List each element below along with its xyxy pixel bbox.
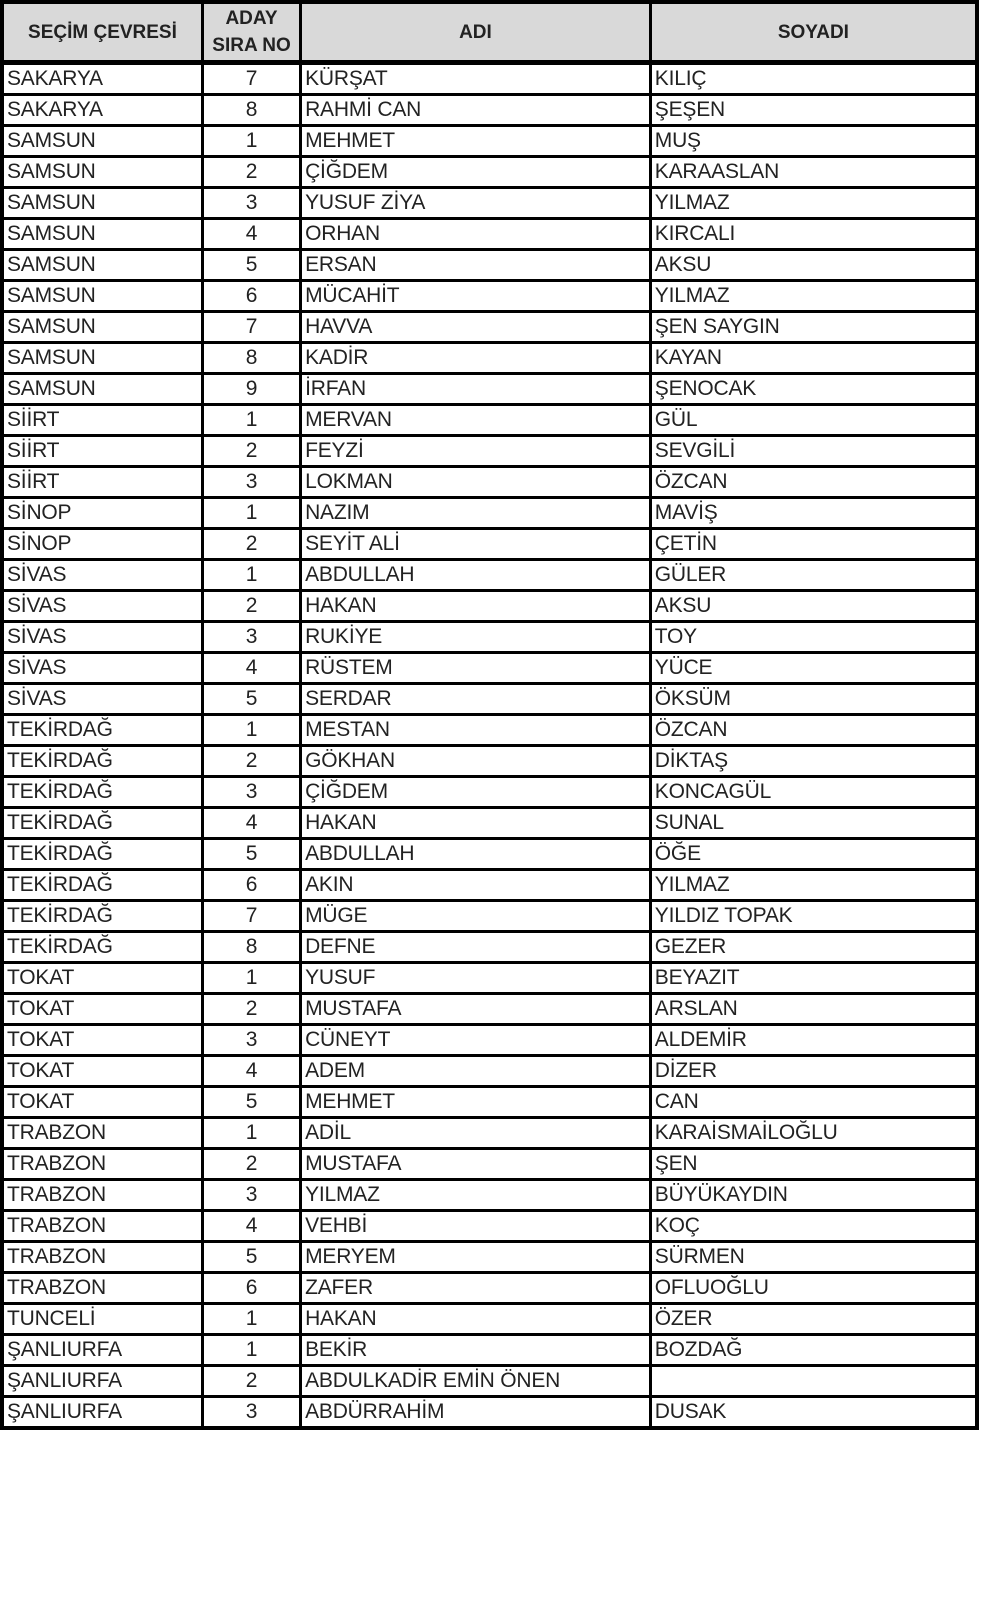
header-order-line2: SIRA NO [212, 35, 291, 56]
cell-name: ABDULLAH [301, 839, 651, 870]
cell-name: RÜSTEM [301, 653, 651, 684]
cell-district: SİİRT [2, 436, 202, 467]
cell-name: FEYZİ [301, 436, 651, 467]
table-row [2, 901, 977, 932]
cell-surname: GÜL [650, 405, 977, 436]
table-row [2, 963, 977, 994]
table-row [2, 63, 977, 95]
table-row [2, 1056, 977, 1087]
table-row [2, 498, 977, 529]
cell-surname: BOZDAĞ [650, 1335, 977, 1366]
header-row [2, 2, 977, 63]
cell-district: TEKİRDAĞ [2, 870, 202, 901]
cell-district: ŞANLIURFA [2, 1366, 202, 1397]
cell-district: TRABZON [2, 1180, 202, 1211]
table-row [2, 1118, 977, 1149]
cell-order: 2 [202, 436, 300, 467]
cell-order: 5 [202, 1242, 300, 1273]
cell-district: TEKİRDAĞ [2, 932, 202, 963]
cell-surname: BEYAZIT [650, 963, 977, 994]
cell-surname: KILIÇ [650, 63, 977, 95]
cell-surname: KOÇ [650, 1211, 977, 1242]
cell-order: 7 [202, 63, 300, 95]
cell-district: ŞANLIURFA [2, 1397, 202, 1429]
cell-district: TEKİRDAĞ [2, 839, 202, 870]
table-row [2, 591, 977, 622]
cell-surname: ÖĞE [650, 839, 977, 870]
cell-order: 5 [202, 684, 300, 715]
cell-surname: YILMAZ [650, 281, 977, 312]
cell-order: 9 [202, 374, 300, 405]
cell-surname: CAN [650, 1087, 977, 1118]
table-row [2, 95, 977, 126]
cell-district: SİİRT [2, 405, 202, 436]
cell-name: MEHMET [301, 1087, 651, 1118]
cell-order: 1 [202, 560, 300, 591]
cell-surname: MUŞ [650, 126, 977, 157]
cell-surname: GEZER [650, 932, 977, 963]
cell-name: ADEM [301, 1056, 651, 1087]
cell-surname: ALDEMİR [650, 1025, 977, 1056]
cell-name: HAKAN [301, 591, 651, 622]
cell-name: GÖKHAN [301, 746, 651, 777]
cell-order: 3 [202, 1397, 300, 1429]
cell-order: 4 [202, 1211, 300, 1242]
header-district: SEÇİM ÇEVRESİ [2, 2, 202, 63]
cell-district: TRABZON [2, 1118, 202, 1149]
cell-name: NAZIM [301, 498, 651, 529]
cell-surname: YÜCE [650, 653, 977, 684]
table-row [2, 932, 977, 963]
cell-district: SAKARYA [2, 95, 202, 126]
cell-district: SİNOP [2, 529, 202, 560]
table-row [2, 126, 977, 157]
table-body [2, 63, 977, 1429]
cell-name: BEKİR [301, 1335, 651, 1366]
cell-surname: ŞEN [650, 1149, 977, 1180]
table-row [2, 250, 977, 281]
cell-order: 7 [202, 901, 300, 932]
table-row [2, 1335, 977, 1366]
cell-district: SAMSUN [2, 126, 202, 157]
table-header [2, 2, 977, 63]
cell-district: ŞANLIURFA [2, 1335, 202, 1366]
cell-order: 1 [202, 1118, 300, 1149]
table-row [2, 436, 977, 467]
cell-name: DEFNE [301, 932, 651, 963]
table-row [2, 219, 977, 250]
cell-order: 4 [202, 219, 300, 250]
table-row [2, 188, 977, 219]
cell-order: 5 [202, 250, 300, 281]
cell-name: YILMAZ [301, 1180, 651, 1211]
table-row [2, 1273, 977, 1304]
cell-surname: DİKTAŞ [650, 746, 977, 777]
cell-surname: YILMAZ [650, 188, 977, 219]
cell-surname: ÖZCAN [650, 715, 977, 746]
cell-name: ERSAN [301, 250, 651, 281]
cell-order: 2 [202, 591, 300, 622]
table-row [2, 870, 977, 901]
cell-name: MERVAN [301, 405, 651, 436]
cell-district: TOKAT [2, 1025, 202, 1056]
cell-surname: DİZER [650, 1056, 977, 1087]
cell-name: ADİL [301, 1118, 651, 1149]
cell-surname: AKSU [650, 591, 977, 622]
table-row [2, 622, 977, 653]
cell-name: ABDULKADİR EMİN ÖNEN [301, 1366, 651, 1397]
cell-surname: KARAASLAN [650, 157, 977, 188]
cell-surname: ÖZCAN [650, 467, 977, 498]
table-row [2, 684, 977, 715]
table-row [2, 343, 977, 374]
cell-order: 1 [202, 126, 300, 157]
cell-order: 2 [202, 746, 300, 777]
cell-name: MESTAN [301, 715, 651, 746]
table-row [2, 1087, 977, 1118]
cell-name: RUKİYE [301, 622, 651, 653]
cell-order: 1 [202, 498, 300, 529]
cell-district: TOKAT [2, 1087, 202, 1118]
table-row [2, 374, 977, 405]
cell-district: SAMSUN [2, 312, 202, 343]
cell-name: MUSTAFA [301, 1149, 651, 1180]
cell-district: SAKARYA [2, 63, 202, 95]
cell-name: ABDÜRRAHİM [301, 1397, 651, 1429]
table-row [2, 808, 977, 839]
cell-order: 6 [202, 870, 300, 901]
cell-name: HAKAN [301, 808, 651, 839]
cell-order: 4 [202, 653, 300, 684]
cell-district: SAMSUN [2, 250, 202, 281]
cell-district: SİNOP [2, 498, 202, 529]
cell-surname: ARSLAN [650, 994, 977, 1025]
cell-order: 5 [202, 1087, 300, 1118]
cell-order: 6 [202, 1273, 300, 1304]
table-row [2, 1397, 977, 1429]
header-order [202, 2, 300, 63]
cell-order: 8 [202, 932, 300, 963]
cell-district: TEKİRDAĞ [2, 715, 202, 746]
cell-order: 3 [202, 188, 300, 219]
cell-order: 8 [202, 95, 300, 126]
header-order-line1: ADAY [225, 8, 278, 29]
cell-order: 3 [202, 467, 300, 498]
cell-district: SİVAS [2, 622, 202, 653]
cell-district: TRABZON [2, 1149, 202, 1180]
cell-district: SAMSUN [2, 374, 202, 405]
cell-district: SİVAS [2, 653, 202, 684]
cell-order: 8 [202, 343, 300, 374]
cell-order: 3 [202, 1180, 300, 1211]
cell-name: KÜRŞAT [301, 63, 651, 95]
table-row [2, 653, 977, 684]
cell-district: SİVAS [2, 684, 202, 715]
table-row [2, 560, 977, 591]
table-row [2, 529, 977, 560]
cell-name: VEHBİ [301, 1211, 651, 1242]
cell-district: TRABZON [2, 1273, 202, 1304]
cell-name: ÇİĞDEM [301, 157, 651, 188]
cell-order: 5 [202, 839, 300, 870]
cell-surname: KONCAGÜL [650, 777, 977, 808]
cell-district: TRABZON [2, 1242, 202, 1273]
cell-order: 2 [202, 157, 300, 188]
cell-name: MÜGE [301, 901, 651, 932]
table-row [2, 1149, 977, 1180]
cell-order: 1 [202, 405, 300, 436]
cell-surname: AKSU [650, 250, 977, 281]
table-row [2, 1366, 977, 1397]
table-row [2, 405, 977, 436]
table-row [2, 777, 977, 808]
cell-surname: SEVGİLİ [650, 436, 977, 467]
cell-order: 1 [202, 963, 300, 994]
table-row [2, 715, 977, 746]
cell-name: MUSTAFA [301, 994, 651, 1025]
cell-name: ÇİĞDEM [301, 777, 651, 808]
cell-district: SİVAS [2, 560, 202, 591]
cell-name: MERYEM [301, 1242, 651, 1273]
table-row [2, 1242, 977, 1273]
table-row [2, 312, 977, 343]
table-row [2, 281, 977, 312]
cell-name: KADİR [301, 343, 651, 374]
cell-district: TRABZON [2, 1211, 202, 1242]
cell-district: TEKİRDAĞ [2, 746, 202, 777]
cell-surname: ÇETİN [650, 529, 977, 560]
cell-name: RAHMİ CAN [301, 95, 651, 126]
cell-district: SİVAS [2, 591, 202, 622]
cell-surname: YILDIZ TOPAK [650, 901, 977, 932]
cell-name: HAKAN [301, 1304, 651, 1335]
cell-district: SAMSUN [2, 188, 202, 219]
cell-name: İRFAN [301, 374, 651, 405]
cell-surname: ŞENOCAK [650, 374, 977, 405]
cell-name: CÜNEYT [301, 1025, 651, 1056]
table-row [2, 1304, 977, 1335]
cell-district: TEKİRDAĞ [2, 777, 202, 808]
cell-surname: YILMAZ [650, 870, 977, 901]
cell-surname: ÖKSÜM [650, 684, 977, 715]
cell-name: HAVVA [301, 312, 651, 343]
cell-name: ABDULLAH [301, 560, 651, 591]
cell-name: AKIN [301, 870, 651, 901]
cell-surname: MAVİŞ [650, 498, 977, 529]
table-row [2, 157, 977, 188]
cell-order: 7 [202, 312, 300, 343]
cell-name: SEYİT ALİ [301, 529, 651, 560]
cell-surname: TOY [650, 622, 977, 653]
cell-district: SAMSUN [2, 343, 202, 374]
cell-name: ZAFER [301, 1273, 651, 1304]
cell-surname: ŞEN SAYGIN [650, 312, 977, 343]
cell-district: SİİRT [2, 467, 202, 498]
table-row [2, 1025, 977, 1056]
table-row [2, 746, 977, 777]
cell-name: YUSUF [301, 963, 651, 994]
cell-order: 6 [202, 281, 300, 312]
cell-district: TOKAT [2, 963, 202, 994]
table-row [2, 839, 977, 870]
cell-surname: DUSAK [650, 1397, 977, 1429]
cell-surname [650, 1366, 977, 1397]
cell-name: YUSUF ZİYA [301, 188, 651, 219]
cell-surname: KARAİSMAİLOĞLU [650, 1118, 977, 1149]
cell-order: 2 [202, 1366, 300, 1397]
cell-district: TEKİRDAĞ [2, 808, 202, 839]
cell-surname: ÖZER [650, 1304, 977, 1335]
cell-name: MÜCAHİT [301, 281, 651, 312]
cell-name: SERDAR [301, 684, 651, 715]
cell-surname: KIRCALI [650, 219, 977, 250]
table-row [2, 467, 977, 498]
cell-order: 2 [202, 1149, 300, 1180]
header-name: ADI [301, 2, 651, 63]
cell-name: MEHMET [301, 126, 651, 157]
header-surname: SOYADI [650, 2, 977, 63]
cell-district: SAMSUN [2, 281, 202, 312]
cell-district: TUNCELİ [2, 1304, 202, 1335]
cell-surname: SÜRMEN [650, 1242, 977, 1273]
cell-district: SAMSUN [2, 219, 202, 250]
cell-order: 3 [202, 1025, 300, 1056]
cell-district: TEKİRDAĞ [2, 901, 202, 932]
table-row [2, 994, 977, 1025]
cell-name: ORHAN [301, 219, 651, 250]
cell-surname: KAYAN [650, 343, 977, 374]
table-row [2, 1180, 977, 1211]
cell-district: TOKAT [2, 1056, 202, 1087]
cell-surname: OFLUOĞLU [650, 1273, 977, 1304]
cell-district: TOKAT [2, 994, 202, 1025]
cell-order: 2 [202, 994, 300, 1025]
cell-surname: GÜLER [650, 560, 977, 591]
cell-order: 3 [202, 777, 300, 808]
cell-district: SAMSUN [2, 157, 202, 188]
cell-name: LOKMAN [301, 467, 651, 498]
cell-order: 4 [202, 808, 300, 839]
cell-order: 3 [202, 622, 300, 653]
cell-order: 4 [202, 1056, 300, 1087]
cell-order: 1 [202, 1304, 300, 1335]
cell-order: 1 [202, 1335, 300, 1366]
cell-surname: BÜYÜKAYDIN [650, 1180, 977, 1211]
cell-order: 2 [202, 529, 300, 560]
cell-order: 1 [202, 715, 300, 746]
cell-surname: ŞEŞEN [650, 95, 977, 126]
cell-surname: SUNAL [650, 808, 977, 839]
table-row [2, 1211, 977, 1242]
